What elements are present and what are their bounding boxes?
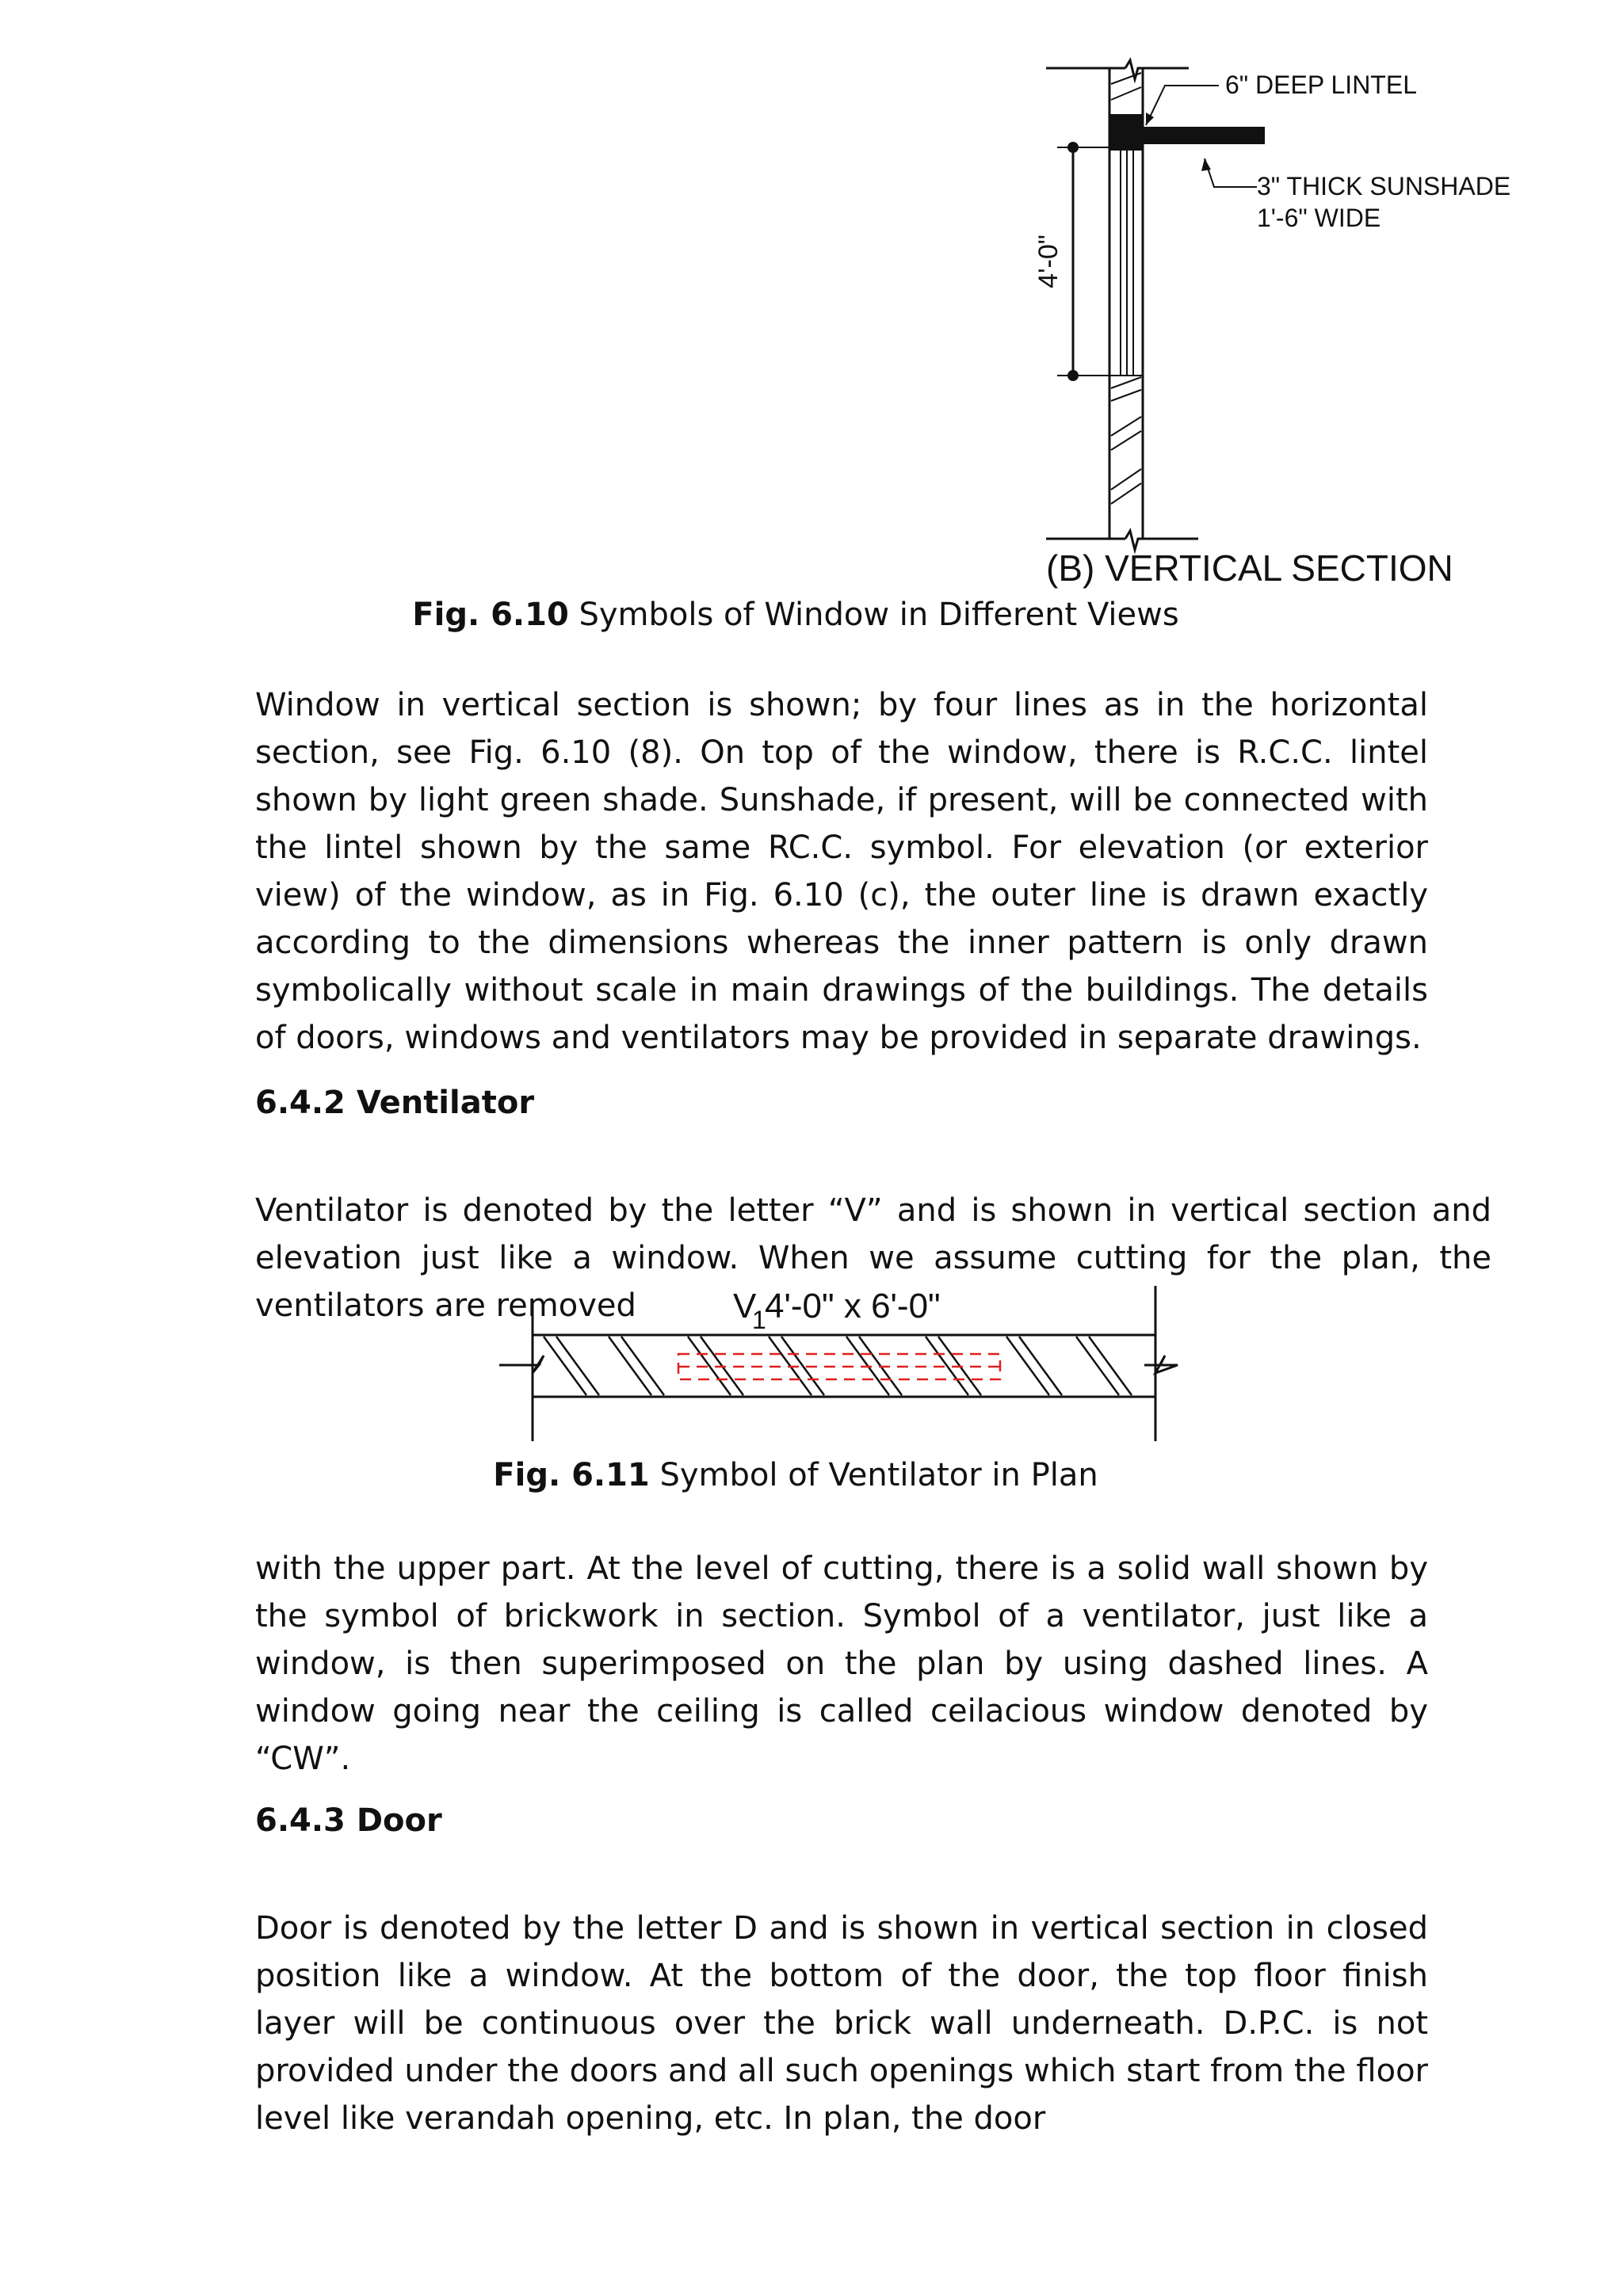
heading-ventilator: 6.4.2 Ventilator: [255, 1085, 535, 1121]
heading-door: 6.4.3 Door: [255, 1802, 442, 1839]
caption-text: Symbols of Window in Different Views: [568, 597, 1179, 633]
caption-number: Fig. 6.11: [493, 1457, 650, 1493]
dimension-label: 4'-0": [1033, 235, 1064, 288]
figure-6-10-drawing: [1014, 55, 1553, 610]
view-title: (B) VERTICAL SECTION: [1046, 547, 1453, 589]
figure-6-11-drawing: [491, 1280, 1189, 1442]
sunshade-label-line2: 1'-6" WIDE: [1257, 204, 1381, 232]
lintel-label: 6" DEEP LINTEL: [1225, 71, 1417, 99]
ventilator-label: V: [733, 1287, 757, 1325]
sunshade-slab: [1109, 127, 1265, 144]
figure-6-11-caption: [0, 1456, 1607, 1494]
ventilator-subscript: 1: [752, 1306, 766, 1334]
caption-number: Fig. 6.10: [412, 597, 569, 633]
figure-6-10-caption: [0, 596, 1607, 634]
sunshade-label-line1: 3" THICK SUNSHADE: [1257, 172, 1511, 200]
ventilator-size-label: 4'-0" x 6'-0": [765, 1287, 941, 1325]
paragraph-door: Door is denoted by the letter D and is shown in vertical section in closed position like a window. At the bottom of the door, the top floor finish layer will be continuous over the brick wall underneath. D.P.C. is not provided under the doors and all such openings which start from the floor level like verandah opening, etc. In plan, the door: [255, 1910, 1428, 2137]
paragraph-ventilator-2: with the upper part. At the level of cutting, there is a solid wall shown by the symbol of brickwork in section. Symbol of a ventilator, just like a window, is then superimposed on the plan by using dashed lines. A window going near the ceiling is called ceilacious window denoted by “CW”.: [255, 1550, 1428, 1777]
paragraph-ventilator-1: Ventilator is denoted by the letter “V” and is shown in vertical section and elevation just like a window. When we assume cutting for the plan, the ventilators are removed: [255, 1192, 1491, 1324]
paragraph-window-vertical: Window in vertical section is shown; by four lines as in the horizontal section, see Fig. 6.10 (8). On top of the window, there is R.C.C. lintel shown by light green shade. Sunshade, if present, will be connected with the lintel shown by the same RC.C. symbol. For elevation (or exterior view) of the window, as in Fig. 6.10 (c), the outer line is drawn exactly according to the dimensions whereas the inner pattern is only drawn symbolically without scale in main drawings of the buildings. The details of doors, windows and ventilators may be provided in separate drawings.: [255, 687, 1428, 1056]
caption-text: Symbol of Ventilator in Plan: [649, 1457, 1098, 1493]
